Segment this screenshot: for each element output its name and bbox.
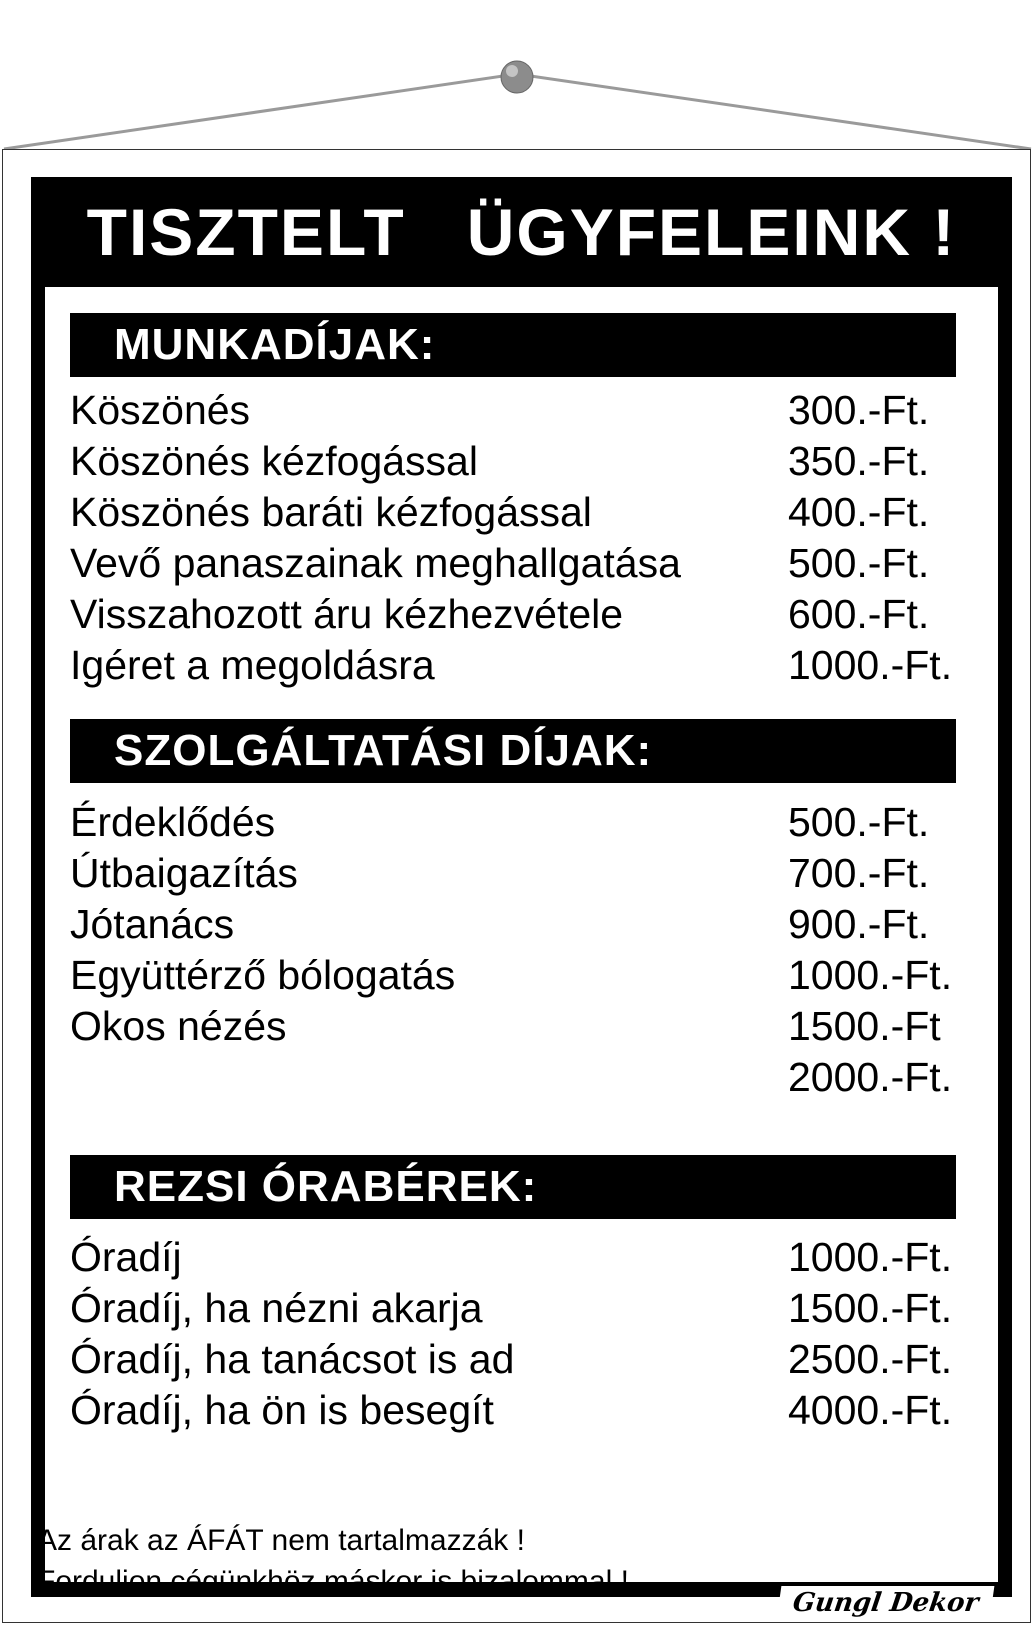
section-rows-munkadijak [70, 387, 970, 693]
row-label: Köszönés baráti kézfogással [70, 489, 592, 535]
row-price: 700.-Ft. [788, 850, 930, 896]
row-price: 600.-Ft. [788, 591, 930, 637]
row-label: Köszönés kézfogással [70, 438, 478, 484]
price-sign [2, 149, 1031, 1623]
row-label: Igéret a megoldásra [70, 642, 435, 688]
price-row [70, 1003, 970, 1054]
sign-frame [31, 177, 1012, 1597]
row-label: Óradíj, ha nézni akarja [70, 1285, 483, 1331]
price-row [70, 1234, 970, 1285]
price-row [70, 1387, 970, 1438]
trust-note: Forduljon cégünkhöz máskor is bizalommal ! [37, 1565, 629, 1598]
pin-icon [501, 61, 533, 93]
price-row [70, 799, 970, 850]
row-price: 500.-Ft. [788, 799, 930, 845]
row-price: 350.-Ft. [788, 438, 930, 484]
row-price: 1500.-Ft [788, 1003, 941, 1049]
row-price: 2500.-Ft. [788, 1336, 953, 1382]
row-label: Együttérző bólogatás [70, 952, 456, 998]
row-label: Jótanács [70, 901, 235, 947]
price-row [70, 1285, 970, 1336]
row-label: Óradíj, ha ön is besegít [70, 1387, 494, 1433]
price-row [70, 591, 970, 642]
row-price: 1000.-Ft. [788, 1234, 953, 1280]
price-row [70, 387, 970, 438]
price-row [70, 850, 970, 901]
row-price: 1000.-Ft. [788, 952, 953, 998]
row-price: 900.-Ft. [788, 901, 930, 947]
sign-title: TISZTELT ÜGYFELEINK ! [86, 195, 957, 269]
row-price: 2000.-Ft. [788, 1054, 953, 1100]
row-price: 1500.-Ft. [788, 1285, 953, 1331]
price-row [70, 952, 970, 1003]
row-label: Óradíj, ha tanácsot is ad [70, 1336, 515, 1382]
section-heading-szolgaltatasi-dijak: SZOLGÁLTATÁSI DÍJAK: [70, 719, 956, 783]
section-heading-munkadijak: MUNKADÍJAK: [70, 313, 956, 377]
price-row [70, 1336, 970, 1387]
vat-note: Az árak az ÁFÁT nem tartalmazzák ! [37, 1524, 525, 1557]
price-row [70, 489, 970, 540]
row-label: Okos nézés [70, 1003, 287, 1049]
row-price: 400.-Ft. [788, 489, 930, 535]
price-row [70, 901, 970, 952]
maker-signature: Gungl Dekor [776, 1586, 994, 1620]
section-rows-rezsi-oraberek [70, 1234, 970, 1438]
section-rows-szolgaltatasi-dijak [70, 799, 970, 1105]
sign-panel [45, 287, 998, 1582]
hanger-string [0, 0, 1035, 160]
price-row [70, 540, 970, 591]
price-row [70, 642, 970, 693]
section-heading-rezsi-oraberek: REZSI ÓRABÉREK: [70, 1155, 956, 1219]
row-label: Érdeklődés [70, 799, 276, 845]
row-label: Vevő panaszainak meghallgatása [70, 540, 681, 586]
price-row [70, 438, 970, 489]
row-price: 500.-Ft. [788, 540, 930, 586]
footer-notes [37, 1520, 629, 1602]
row-price: 300.-Ft. [788, 387, 930, 433]
row-label: Útbaigazítás [70, 850, 298, 896]
row-label: Óradíj [70, 1234, 182, 1280]
row-price: 4000.-Ft. [788, 1387, 953, 1433]
row-label: Köszönés [70, 387, 251, 433]
row-price: 1000.-Ft. [788, 642, 953, 688]
row-label: Visszahozott áru kézhezvétele [70, 591, 624, 637]
price-row [70, 1054, 970, 1105]
